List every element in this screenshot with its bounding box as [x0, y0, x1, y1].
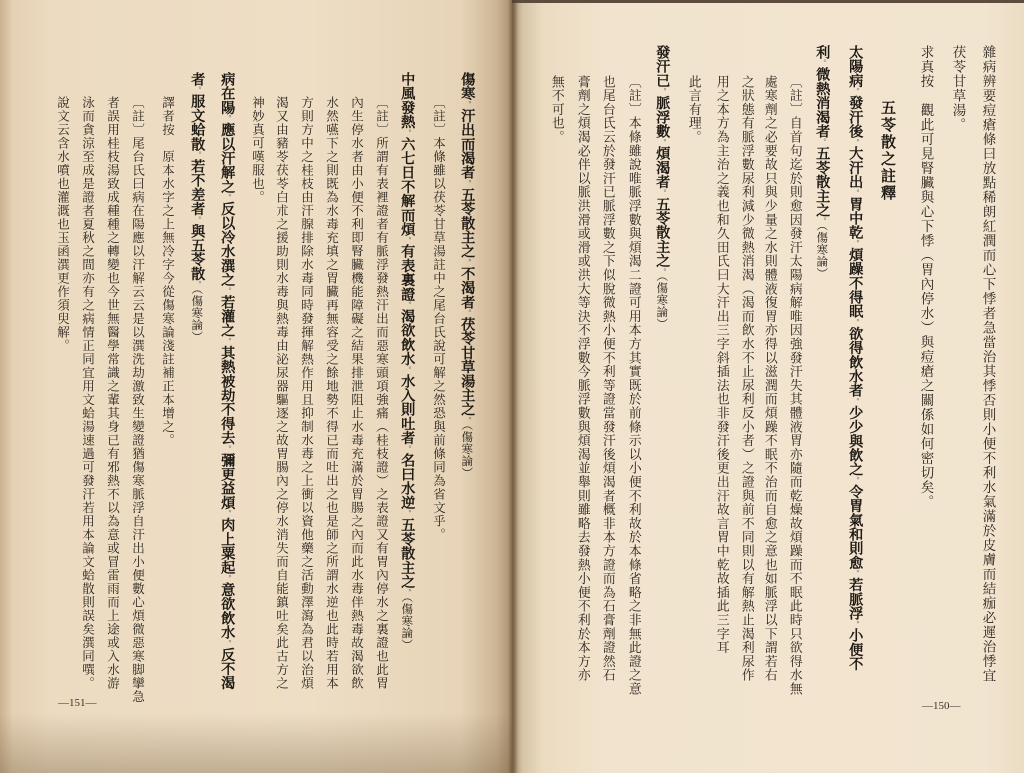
- punctuation-mark: 。: [223, 337, 233, 346]
- commentary-column: 〔註〕本條雖以茯苓甘草湯註中之尾台氏說可解之然恐與前條同為省文乎。: [431, 96, 447, 542]
- book-spine: [508, 0, 518, 773]
- commentary-column: 〔註〕尾台氏曰病在陽應以汗解云云是以潠洗劫激致生變證猶傷寒脈浮自汗出小便數心煩微惡寒脚攣急: [130, 96, 146, 704]
- punctuation-mark: 。: [403, 365, 413, 374]
- punctuation-mark: 。: [403, 236, 413, 245]
- main-text: 中風發熱。六七日不解而煩。有表裏證。渴欲飲水。水入則吐者。名曰水逆。五苓散主之。: [399, 72, 416, 597]
- punctuation-mark: 。: [851, 138, 861, 147]
- punctuation-mark: 。: [658, 188, 668, 197]
- punctuation-mark: 。: [851, 239, 861, 248]
- commentary-column: 方則方中之桂枝由汗腺排除水毒同時發揮解熱作用且抑制水毒之上衝以資他藥之活動澤瀉為君以治煩: [299, 96, 315, 690]
- punctuation-mark: 。: [463, 179, 473, 188]
- punctuation-mark: 。: [463, 309, 473, 318]
- text-column: 求真按 觀此可見腎臟與心下悸（胃內停水）與痘瘡之關係如何密切矣。: [917, 45, 934, 509]
- section-heading: 五苓散之註釋: [879, 100, 897, 202]
- main-text: 利。微熱消渴者。五苓散主之。: [814, 45, 831, 226]
- punctuation-mark: 。: [851, 476, 861, 485]
- punctuation-mark: 。: [463, 100, 473, 109]
- commentary-column: 〔註〕本條雖說唯脈浮數與煩渴二證可用本方其實既於前條示以小便不利故於本條省略之非無此證之意: [625, 75, 641, 696]
- punctuation-mark: 。: [193, 86, 203, 95]
- main-text-column: [190, 72, 204, 343]
- commentary-column: 之狀態有脈浮數尿利減少微熱消渴（渴而飲水不止尿利反小者）之證與前不同則以有解熱止渴利尿作: [738, 75, 754, 683]
- translator-note-column: 譯者按 原本水字之上無冷字今從傷寒論淺註補正本增之。: [160, 96, 176, 447]
- punctuation-mark: 。: [223, 574, 233, 583]
- punctuation-mark: 。: [851, 318, 861, 327]
- punctuation-mark: 。: [223, 286, 233, 295]
- commentary-column: 處寒劑之必要故只與少量之水則體液復胃亦得以滋潤而煩躁不眠不治而自愈之意也如脈浮以下謂若右: [761, 75, 777, 683]
- commentary-column: 渴又由豬苓茯苓白朮之援助則水毒與熱毒由泌尿器驅逐之故胃腸內之停水消失而自能鎮吐矣此古方之: [274, 96, 290, 690]
- commentary-column: 〔註〕所謂有表裡證者有脈浮發熱汗出而惡寒頭項強痛（桂枝證）之表證又有胃內停水之裏證也此胃: [374, 96, 390, 690]
- main-text: 病在陽。應以汗解之。反以冷水潠之。若灌之。其熱被劫不得去。彌更益煩。肉上粟起。意欲飲水。反不渴: [219, 72, 236, 690]
- main-text-column: [815, 45, 829, 279]
- main-text-column: [400, 72, 414, 651]
- punctuation-mark: 。: [223, 509, 233, 518]
- punctuation-mark: 。: [658, 138, 668, 147]
- commentary-column: 也尾台氏云於發汗已脈浮數之下似脫微熱小便不利等證當發汗後煩渴者概非本方證而為石膏劑證然石: [599, 75, 615, 683]
- punctuation-mark: 。: [403, 301, 413, 310]
- right-page: [512, 0, 1024, 773]
- punctuation-mark: 。: [403, 588, 413, 597]
- source-citation: （傷寒論）: [190, 288, 205, 343]
- punctuation-mark: 。: [818, 217, 828, 226]
- punctuation-mark: 。: [658, 267, 668, 276]
- main-text-column: [848, 45, 862, 671]
- punctuation-mark: 。: [193, 215, 203, 224]
- text-column: 雜病辨要痘瘡條曰放點稀朗紅潤而心下悸者急當治其悸否則小便不利水氣滿於皮膚而結痂必遲治悸宜: [979, 45, 996, 683]
- commentary-column: 〔註〕自首句迄於則愈因發汗太陽病解唯因強發汗失其體液胃亦隨而乾燥故煩躁而不眠此時只欲得水無: [786, 75, 802, 696]
- commentary-column: 水然嚥下之則既為水毒充填之胃臟再無容受之餘地勢不得已而吐出之也是師之所謂水逆也此時若用本: [324, 96, 340, 690]
- punctuation-mark: 。: [193, 151, 203, 160]
- punctuation-mark: 。: [851, 397, 861, 406]
- punctuation-mark: 。: [851, 188, 861, 197]
- main-text-column: [220, 72, 234, 690]
- punctuation-mark: 。: [818, 138, 828, 147]
- punctuation-mark: 。: [658, 87, 668, 96]
- commentary-column: 膏劑之煩渴必伴以脈洪滑或滑或洪大等決不浮數今脈浮數與煩渴並舉則雖略去發熱小便不利於本方亦: [574, 75, 590, 683]
- commentary-column: 內生停水者由小便不利即腎臟機能障礙之結果排泄阻止水毒充滿於胃腸之內而此水毒伴熱毒故渴欲飲: [349, 96, 365, 690]
- main-text: 傷寒。汗出而渴者。五苓散主之。不渴者。茯苓甘草湯主之。: [459, 72, 476, 425]
- source-citation: （傷寒論）: [400, 596, 415, 651]
- source-citation: （傷寒論）: [460, 424, 475, 479]
- punctuation-mark: 。: [851, 620, 861, 629]
- source-citation: （傷寒論）: [815, 225, 830, 280]
- punctuation-mark: 。: [223, 193, 233, 202]
- main-text: 發汗已。脈浮數。煩渴者。五苓散主之。: [654, 45, 671, 276]
- main-text-column: [655, 45, 669, 330]
- punctuation-mark: 。: [851, 87, 861, 96]
- punctuation-mark: 。: [223, 114, 233, 123]
- main-text-column: [460, 72, 474, 479]
- commentary-column: 神妙真可嘆服也。: [250, 96, 266, 204]
- punctuation-mark: 。: [403, 509, 413, 518]
- punctuation-mark: 。: [223, 444, 233, 453]
- main-text: 者。服文蛤散。若不差者。與五苓散。: [189, 72, 206, 289]
- punctuation-mark: 。: [403, 444, 413, 453]
- commentary-column: 無不可也。: [548, 75, 564, 144]
- punctuation-mark: 。: [403, 128, 413, 137]
- commentary-column: 說文云含水噴也灌溉也玉函潠更作須臾解。: [55, 96, 71, 353]
- commentary-column: 者誤用桂枝湯致成種種之轉變也今世無醫學常識之輩其身已有邪熱不以為意或冒雷雨而上途或入水游: [105, 96, 121, 690]
- text-column: 茯苓甘草湯。: [949, 45, 966, 132]
- page-number: —151—: [58, 697, 97, 709]
- punctuation-mark: 。: [851, 569, 861, 578]
- punctuation-mark: 。: [223, 639, 233, 648]
- punctuation-mark: 。: [193, 280, 203, 289]
- main-text: 太陽病。發汗後。大汗出。胃中乾。煩躁不得眠。欲得飲水者。少少與飲之。令胃氣和則愈。若脈浮。小便不: [847, 45, 864, 671]
- punctuation-mark: 。: [463, 258, 473, 267]
- commentary-column: 泳而貪涼至成是證者夏秋之間亦有之病情正同宜用文蛤湯速過可發汗若用本論文蛤散則誤矣潠同噀。: [80, 96, 96, 690]
- page-number: —150—: [922, 700, 961, 712]
- commentary-column: 此言有理。: [685, 75, 701, 144]
- commentary-column: 用之本方為主治之義也和久田氏曰大汗出三字斜插法也非發汗後更出汗故言胃中乾故插此三字耳: [713, 75, 729, 655]
- source-citation: （傷寒論）: [655, 275, 670, 331]
- punctuation-mark: 。: [818, 59, 828, 68]
- punctuation-mark: 。: [463, 416, 473, 425]
